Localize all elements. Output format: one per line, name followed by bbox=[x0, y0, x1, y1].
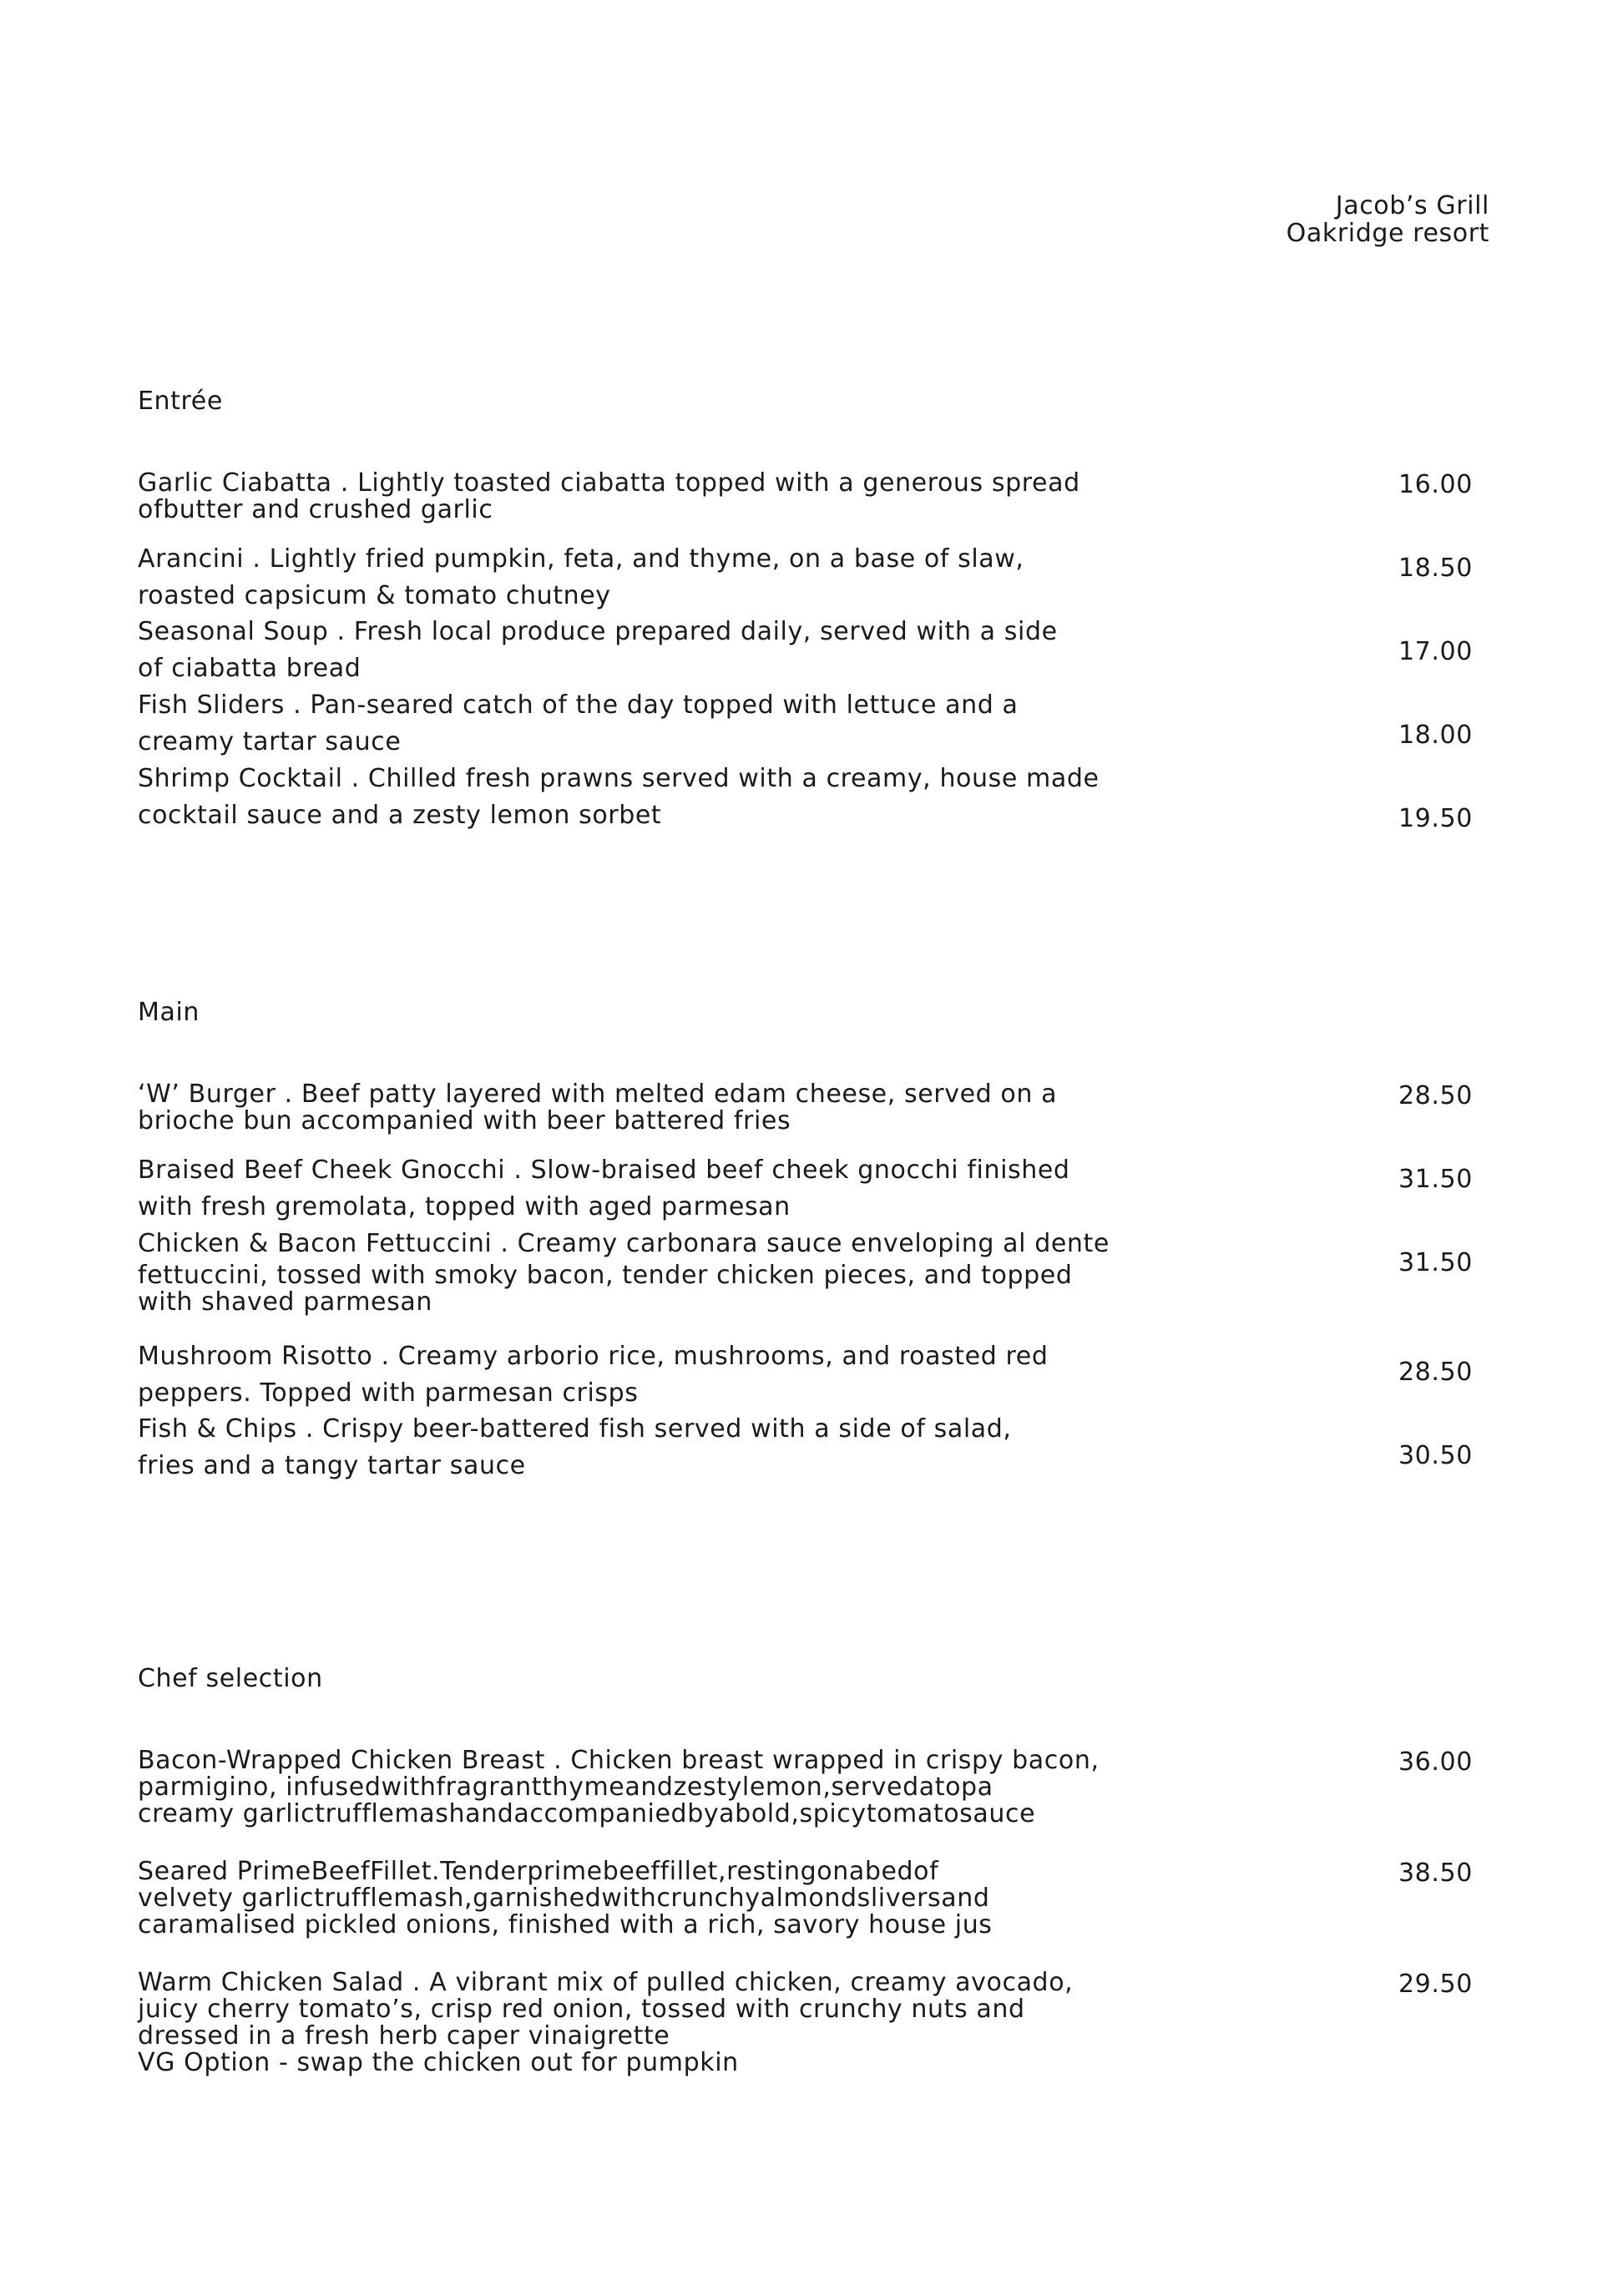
item-line: brioche bun accompanied with beer battered fries bbox=[138, 1106, 791, 1135]
menu-item-warm-chicken-salad bbox=[138, 1970, 1190, 2076]
item-line: with fresh gremolata, topped with aged parmesan bbox=[138, 1192, 791, 1221]
item-line: Arancini . Lightly fried pumpkin, feta, and thyme, on a base of slaw, bbox=[138, 544, 1024, 574]
item-line: Chicken & Bacon Fettuccini . Creamy carbonara sauce enveloping al dente bbox=[138, 1229, 1110, 1258]
item-line: Shrimp Cocktail . Chilled fresh prawns served with a creamy, house made bbox=[138, 764, 1100, 793]
item-line: roasted capsicum & tomato chutney bbox=[138, 581, 611, 610]
item-line: Fish Sliders . Pan-seared catch of the day topped with lettuce and a bbox=[138, 690, 1019, 720]
menu-item-chicken-bacon-fettuccini bbox=[138, 1226, 1190, 1316]
item-line: cocktail sauce and a zesty lemon sorbet bbox=[138, 801, 662, 830]
item-price: 17.00 bbox=[1398, 637, 1473, 666]
restaurant-name: Jacob’s Grill bbox=[1335, 191, 1489, 220]
menu-item-arancini bbox=[138, 541, 1190, 614]
section-title-chef-selection: Chef selection bbox=[138, 1664, 323, 1693]
section-title-entree: Entrée bbox=[138, 387, 223, 416]
item-price: 38.50 bbox=[1398, 1859, 1473, 1888]
item-price: 28.50 bbox=[1398, 1081, 1473, 1110]
menu-item-garlic-ciabatta bbox=[138, 470, 1190, 523]
item-line: Mushroom Risotto . Creamy arborio rice, mushrooms, and roasted red bbox=[138, 1342, 1049, 1371]
item-line: fries and a tangy tartar sauce bbox=[138, 1451, 526, 1480]
item-line: Garlic Ciabatta . Lightly toasted ciabatta topped with a generous spread bbox=[138, 468, 1080, 498]
item-price: 18.00 bbox=[1398, 721, 1473, 750]
item-line: peppers. Topped with parmesan crisps bbox=[138, 1378, 639, 1408]
menu-item-shrimp-cocktail bbox=[138, 761, 1190, 834]
item-line: Seared PrimeBeefFillet.Tenderprimebeeffillet,restingonabedof bbox=[138, 1857, 939, 1886]
item-line: fettuccini, tossed with smoky bacon, tender chicken pieces, and topped bbox=[138, 1261, 1073, 1290]
item-line: dressed in a fresh herb caper vinaigrette bbox=[138, 2021, 670, 2051]
item-line: juicy cherry tomato’s, crisp red onion, tossed with crunchy nuts and bbox=[138, 1995, 1025, 2024]
item-line: Bacon-Wrapped Chicken Breast . Chicken breast wrapped in crispy bacon, bbox=[138, 1746, 1100, 1775]
item-line: with shaved parmesan bbox=[138, 1287, 432, 1317]
item-line: Braised Beef Cheek Gnocchi . Slow-braised beef cheek gnocchi finished bbox=[138, 1156, 1070, 1185]
item-line: creamy tartar sauce bbox=[138, 727, 402, 756]
menu-item-beef-cheek-gnocchi bbox=[138, 1152, 1190, 1226]
restaurant-header bbox=[1287, 192, 1489, 247]
menu-item-mushroom-risotto bbox=[138, 1338, 1190, 1412]
item-line: VG Option - swap the chicken out for pumpkin bbox=[138, 2048, 739, 2077]
menu-item-seared-beef-fillet bbox=[138, 1859, 1190, 1939]
item-price: 30.50 bbox=[1398, 1441, 1473, 1470]
item-line: Seasonal Soup . Fresh local produce prepared daily, served with a side bbox=[138, 617, 1058, 646]
item-line: Fish & Chips . Crispy beer-battered fish served with a side of salad, bbox=[138, 1414, 1012, 1444]
menu-item-seasonal-soup bbox=[138, 614, 1190, 687]
menu-item-fish-chips bbox=[138, 1411, 1190, 1484]
item-line: caramalised pickled onions, finished with a rich, savory house jus bbox=[138, 1910, 993, 1939]
item-price: 31.50 bbox=[1398, 1165, 1473, 1194]
restaurant-location: Oakridge resort bbox=[1286, 219, 1489, 248]
item-price: 16.00 bbox=[1398, 470, 1473, 499]
item-price: 28.50 bbox=[1398, 1358, 1473, 1387]
item-price: 19.50 bbox=[1398, 804, 1473, 833]
item-line: parmigino, infusedwithfragrantthymeandzestylemon,servedatopa bbox=[138, 1773, 994, 1802]
item-price: 29.50 bbox=[1398, 1970, 1473, 1999]
item-line: ‘W’ Burger . Beef patty layered with melted edam cheese, served on a bbox=[138, 1080, 1058, 1109]
item-line: velvety garlictrufflemash,garnishedwithcrunchyalmondsliversand bbox=[138, 1884, 990, 1913]
item-price: 18.50 bbox=[1398, 554, 1473, 583]
item-line: creamy garlictrufflemashandaccompaniedbyabold,spicytomatosauce bbox=[138, 1799, 1036, 1828]
item-line: ofbutter and crushed garlic bbox=[138, 495, 493, 524]
item-price: 31.50 bbox=[1398, 1248, 1473, 1277]
menu-item-fish-sliders bbox=[138, 687, 1190, 761]
menu-item-bacon-wrapped-chicken bbox=[138, 1747, 1190, 1828]
menu-item-w-burger bbox=[138, 1081, 1190, 1135]
item-line: Warm Chicken Salad . A vibrant mix of pulled chicken, creamy avocado, bbox=[138, 1968, 1074, 1997]
section-title-main: Main bbox=[138, 998, 200, 1027]
item-line: of ciabatta bread bbox=[138, 654, 362, 683]
item-price: 36.00 bbox=[1398, 1747, 1473, 1777]
